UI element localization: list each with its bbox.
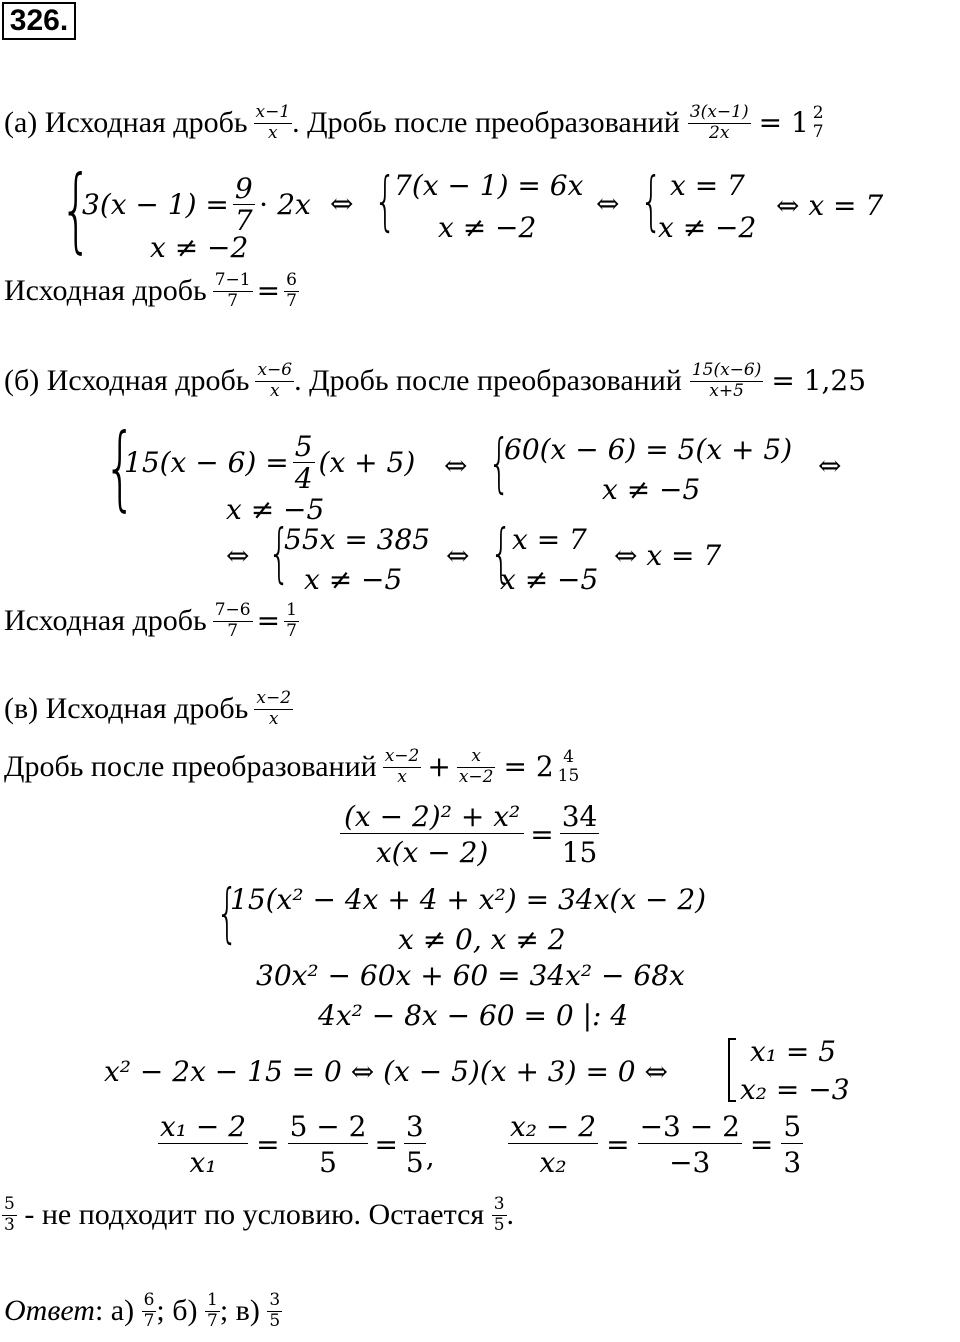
equiv-icon: ⇔ <box>446 539 470 572</box>
equiv-icon: ⇔ <box>330 187 354 220</box>
brace-icon: { <box>490 517 513 591</box>
part-c-check-2: $\frac{\text{x₂ − 2}}{\text{x₂}}$ = $\frac{-3 - 2}{-3}$ = $\frac{5}{3}$ <box>510 1110 802 1180</box>
brace-icon: { <box>268 517 291 591</box>
part-c-note: $\frac{5}{3}$ - не подходит по условию. Остается $\frac{3}{5}$ . <box>4 1194 515 1235</box>
brace-icon: { <box>104 414 137 521</box>
answer-label: Ответ <box>4 1294 95 1328</box>
bracket-icon <box>728 1038 736 1102</box>
part-c-line-2: 4x² − 8x − 60 = 0 |: 4 <box>318 999 629 1032</box>
part-b-final: ⇔ x = 7 <box>614 539 722 572</box>
part-c-line-1: 30x² − 60x + 60 = 34x² − 68x <box>256 959 685 992</box>
brace-icon: { <box>640 165 663 239</box>
part-c-big-equation: $\frac{\text{(x − 2)² + x²}}{x(x - 2)}$ = $\frac{34}{15}$ <box>340 802 599 868</box>
brace-icon: { <box>374 165 397 239</box>
problem-number: 326. <box>2 2 76 40</box>
part-a-after-fraction: $\frac{3(x-1)}{2x}$ <box>689 102 749 143</box>
part-a-intro-label: (а) Исходная дробь <box>4 106 248 140</box>
brace-icon: { <box>60 156 93 263</box>
equiv-icon: ⇔ <box>596 187 620 220</box>
part-b-intro: (б) Исходная дробь $\frac{x-6}{x}$ . Дробь после преобразований $\frac{15(x-6)}{x+5}$ = 1,25 <box>4 360 867 401</box>
part-a-after-mixed: 2 7 <box>812 102 824 143</box>
part-a-after-eq: = 1 <box>758 106 809 140</box>
part-a-intro <box>4 104 826 143</box>
part-b-result: Исходная дробь $\frac{7-6}{7}$ = $\frac{1}{7}$ <box>4 600 297 641</box>
equiv-icon: ⇔ <box>226 539 250 572</box>
part-c-check-1: $\frac{\text{x₁ − 2}}{\text{x₁}}$ = $\frac{5 - 2}{5}$ = $\frac{3}{5}$ , <box>160 1110 435 1180</box>
brace-icon: { <box>488 427 511 501</box>
part-c-intro: (в) Исходная дробь $\frac{x-2}{x}$ <box>4 688 292 729</box>
brace-icon: { <box>216 877 239 951</box>
part-a-intro-fraction: $\frac{x-1}{x}$ <box>255 102 291 143</box>
equiv-icon: ⇔ <box>818 449 842 482</box>
equiv-icon: ⇔ <box>444 449 468 482</box>
part-c-after: Дробь после преобразований $\frac{x-2}{x}$ + $\frac{x}{x-2}$ = 2 4 15 <box>4 746 580 787</box>
answer-line: Ответ : а) $\frac{6}{7}$ ; б) $\frac{1}{7}$ ; в) $\frac{3}{5}$ <box>4 1290 281 1331</box>
part-a-result: Исходная дробь $\frac{7-1}{7}$ = $\frac{6}{7}$ <box>4 270 297 311</box>
part-c-line-3: x² − 2x − 15 = 0 ⇔ (x − 5)(x + 3) = 0 ⇔ <box>104 1055 668 1088</box>
part-a-final: ⇔ x = 7 <box>776 189 884 222</box>
part-a-after-label: . Дробь после преобразований <box>292 106 680 140</box>
